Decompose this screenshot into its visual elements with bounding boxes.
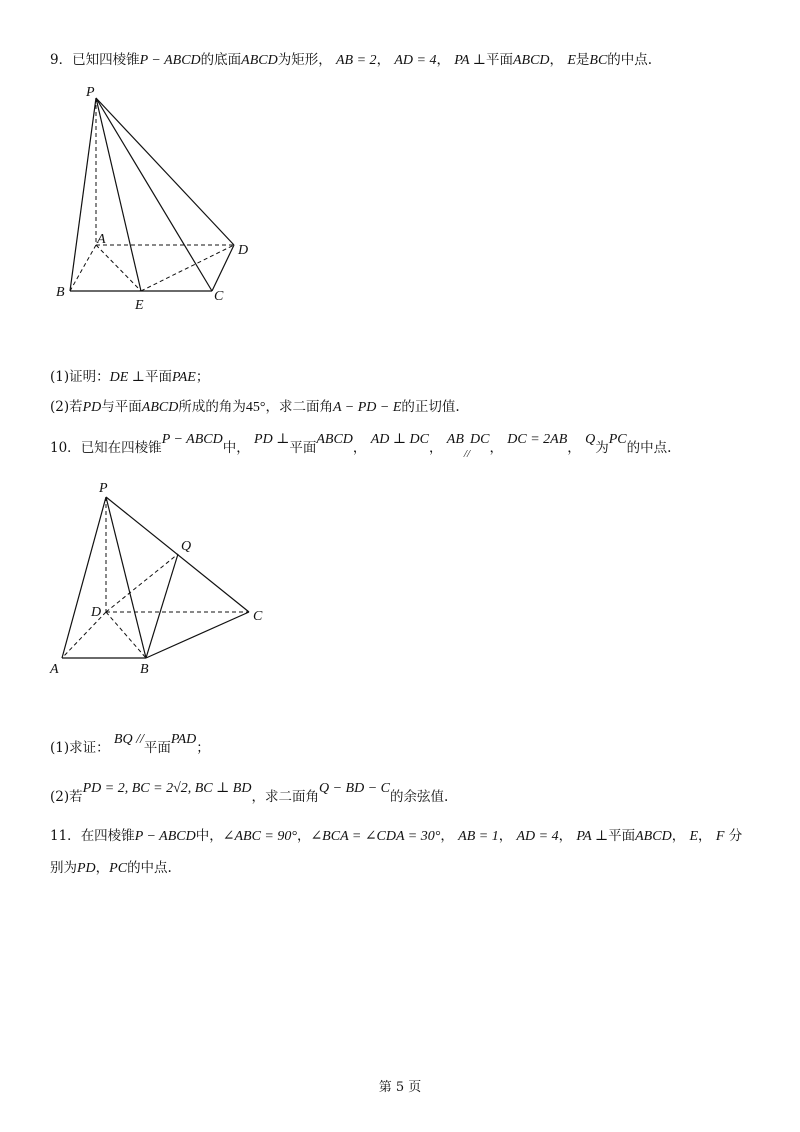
q9-pyramid: P − ABCD: [139, 53, 201, 68]
q11-number: 11．: [50, 828, 81, 844]
q9-part2-text: 的正切值.: [401, 399, 460, 415]
q9-ab-value: AB = 2: [336, 53, 377, 68]
label-a: A: [97, 232, 106, 247]
q11-pc: PC: [109, 861, 128, 876]
q10-text: 已知在四棱锥: [80, 440, 162, 456]
q11-text: 在四棱锥: [80, 828, 135, 844]
q10-part1: [50, 732, 210, 759]
q9-part1-de: DE ⊥: [109, 370, 145, 385]
q11-pd: PD: [77, 861, 96, 876]
q11-statement: [50, 826, 742, 847]
edge-pa: [62, 497, 106, 658]
q11-text: 别为: [50, 860, 77, 876]
edge-ab-hidden: [70, 245, 96, 291]
q11-sep: ，: [498, 828, 513, 844]
page-footer: 第 5 页: [378, 1080, 422, 1095]
q10-text: 中，: [222, 440, 250, 456]
q9-part2-pd: PD: [82, 400, 102, 415]
label-c: C: [253, 609, 263, 624]
q9-text: 已知四棱锥: [72, 52, 140, 68]
edge-pc: [96, 98, 212, 291]
q9-part2-text: 所成的角为: [178, 399, 246, 415]
edge-dq-hidden: [106, 554, 178, 612]
q9-text: 的中点.: [607, 52, 653, 68]
label-a: A: [50, 662, 59, 677]
q11-ad-value: AD = 4: [516, 829, 559, 844]
q11-ab-value: AB = 1: [458, 829, 499, 844]
q9-part1-end: ；: [195, 369, 210, 385]
q9-ad-value: AD = 4: [394, 53, 437, 68]
q10-pyramid: P − ABCD: [161, 432, 223, 447]
q10-sep: ，: [429, 440, 443, 456]
q9-text: 是: [575, 52, 590, 68]
q11-text: 中，: [195, 828, 223, 844]
q11-sep: ，: [671, 828, 686, 844]
q9-part2-dihedral: A − PD − E: [332, 400, 402, 415]
q10-sep: ，: [489, 440, 503, 456]
edge-ae-hidden: [96, 245, 141, 291]
q9-number: 9．: [50, 52, 73, 68]
q11-plane-name: ABCD: [635, 829, 672, 844]
q10-ab: AB: [446, 432, 464, 447]
q9-figure: [0, 0, 800, 330]
q9-part2-text: ，求二面角: [265, 399, 333, 415]
label-p: P: [86, 85, 95, 100]
q9-part1: [50, 367, 209, 388]
q10-sep: ，: [567, 440, 581, 456]
q10-part2-text: 的余弦值.: [390, 789, 449, 805]
q10-number: 10．: [50, 440, 81, 456]
q11-pa-perp: PA ⊥: [576, 829, 609, 844]
label-b: B: [56, 285, 65, 300]
q10-dc: DC: [470, 432, 490, 447]
q11-point-e: E: [689, 829, 699, 844]
q11-sep: ，: [558, 828, 573, 844]
q11-point-f: F: [715, 829, 725, 844]
q10-part2-label: (2)若: [50, 789, 83, 805]
edge-ed-hidden: [141, 245, 234, 291]
q11-plane: 平面: [608, 828, 636, 844]
edge-pe: [96, 98, 141, 291]
q10-dc-eq: DC = 2AB: [507, 432, 568, 447]
q9-plane-name: ABCD: [512, 53, 550, 68]
edge-pb: [70, 98, 96, 291]
edge-cd: [212, 245, 234, 291]
label-d: D: [238, 243, 249, 258]
q11-sep: ，: [698, 828, 712, 844]
q9-pa-perp: PA ⊥: [454, 53, 486, 68]
q11-statement-line2: [50, 858, 172, 879]
q9-sep: ，: [376, 52, 391, 68]
label-e: E: [135, 298, 144, 313]
q11-angle-abc: ∠ABC = 90°: [222, 829, 297, 844]
q9-text: 为矩形，: [277, 52, 332, 68]
q9-text: 的底面: [200, 52, 242, 68]
label-d: D: [91, 605, 102, 620]
q10-plane-name: ABCD: [316, 432, 353, 447]
q10-part1-end: ；: [196, 740, 210, 756]
q9-part1-pae: PAE: [171, 370, 196, 385]
q11-sep: ，: [95, 860, 110, 876]
q10-pc: PC: [608, 432, 627, 447]
q11-text: 的中点.: [127, 860, 172, 876]
q9-part2-label: (2)若: [50, 399, 83, 415]
q9-part2-text: 与平面: [101, 399, 142, 415]
q9-base: ABCD: [241, 53, 278, 68]
q10-statement: [50, 432, 672, 460]
q9-plane: 平面: [485, 52, 513, 68]
label-c: C: [214, 289, 224, 304]
q9-sep: ，: [549, 52, 564, 68]
edge-pb: [106, 497, 146, 658]
q10-sep: ，: [352, 440, 367, 456]
q10-plane: 平面: [289, 440, 317, 456]
q9-part2-angle: 45°: [245, 400, 266, 415]
q10-part1-pad: PAD: [170, 732, 197, 747]
q11-angle-bca: ∠BCA = ∠CDA = 30°: [310, 829, 441, 844]
q11-pyramid: P − ABCD: [134, 829, 196, 844]
q9-part2-abcd: ABCD: [141, 400, 179, 415]
q10-text: 为: [595, 440, 609, 456]
edge-bc: [146, 612, 249, 658]
edge-bq: [146, 554, 178, 658]
q10-part2: [50, 781, 449, 808]
q10-parallel: //: [463, 448, 471, 460]
label-q: Q: [181, 539, 192, 554]
label-p: P: [99, 481, 108, 496]
q9-sep: ，: [436, 52, 450, 68]
q11-text: 分: [728, 828, 743, 844]
q10-text: 的中点.: [626, 440, 672, 456]
edge-pd: [96, 98, 234, 245]
q11-sep: ，: [440, 828, 454, 844]
q10-figure: [0, 470, 800, 690]
q10-part1-label: (1)求证：: [50, 740, 110, 756]
q10-part2-text: ，求二面角: [251, 789, 319, 805]
q9-part1-label: (1)证明：: [50, 369, 110, 385]
q10-ad-perp-dc: AD ⊥ DC: [370, 432, 429, 447]
q10-part1-plane: 平面: [143, 740, 171, 756]
q10-part1-bq: BQ //: [113, 732, 144, 747]
q10-part2-condition: PD = 2, BC = 2√2, BC ⊥ BD: [82, 781, 252, 796]
q9-part2: [50, 397, 460, 418]
q9-part1-plane: 平面: [144, 369, 172, 385]
q10-point-q: Q: [585, 432, 596, 447]
label-b: B: [140, 662, 149, 677]
q10-pd-perp: PD ⊥: [254, 432, 290, 447]
q11-sep: ，: [296, 828, 311, 844]
q10-part2-dihedral: Q − BD − C: [318, 781, 390, 796]
q9-point-e: E: [567, 53, 576, 68]
q9-segment-bc: BC: [589, 53, 608, 68]
